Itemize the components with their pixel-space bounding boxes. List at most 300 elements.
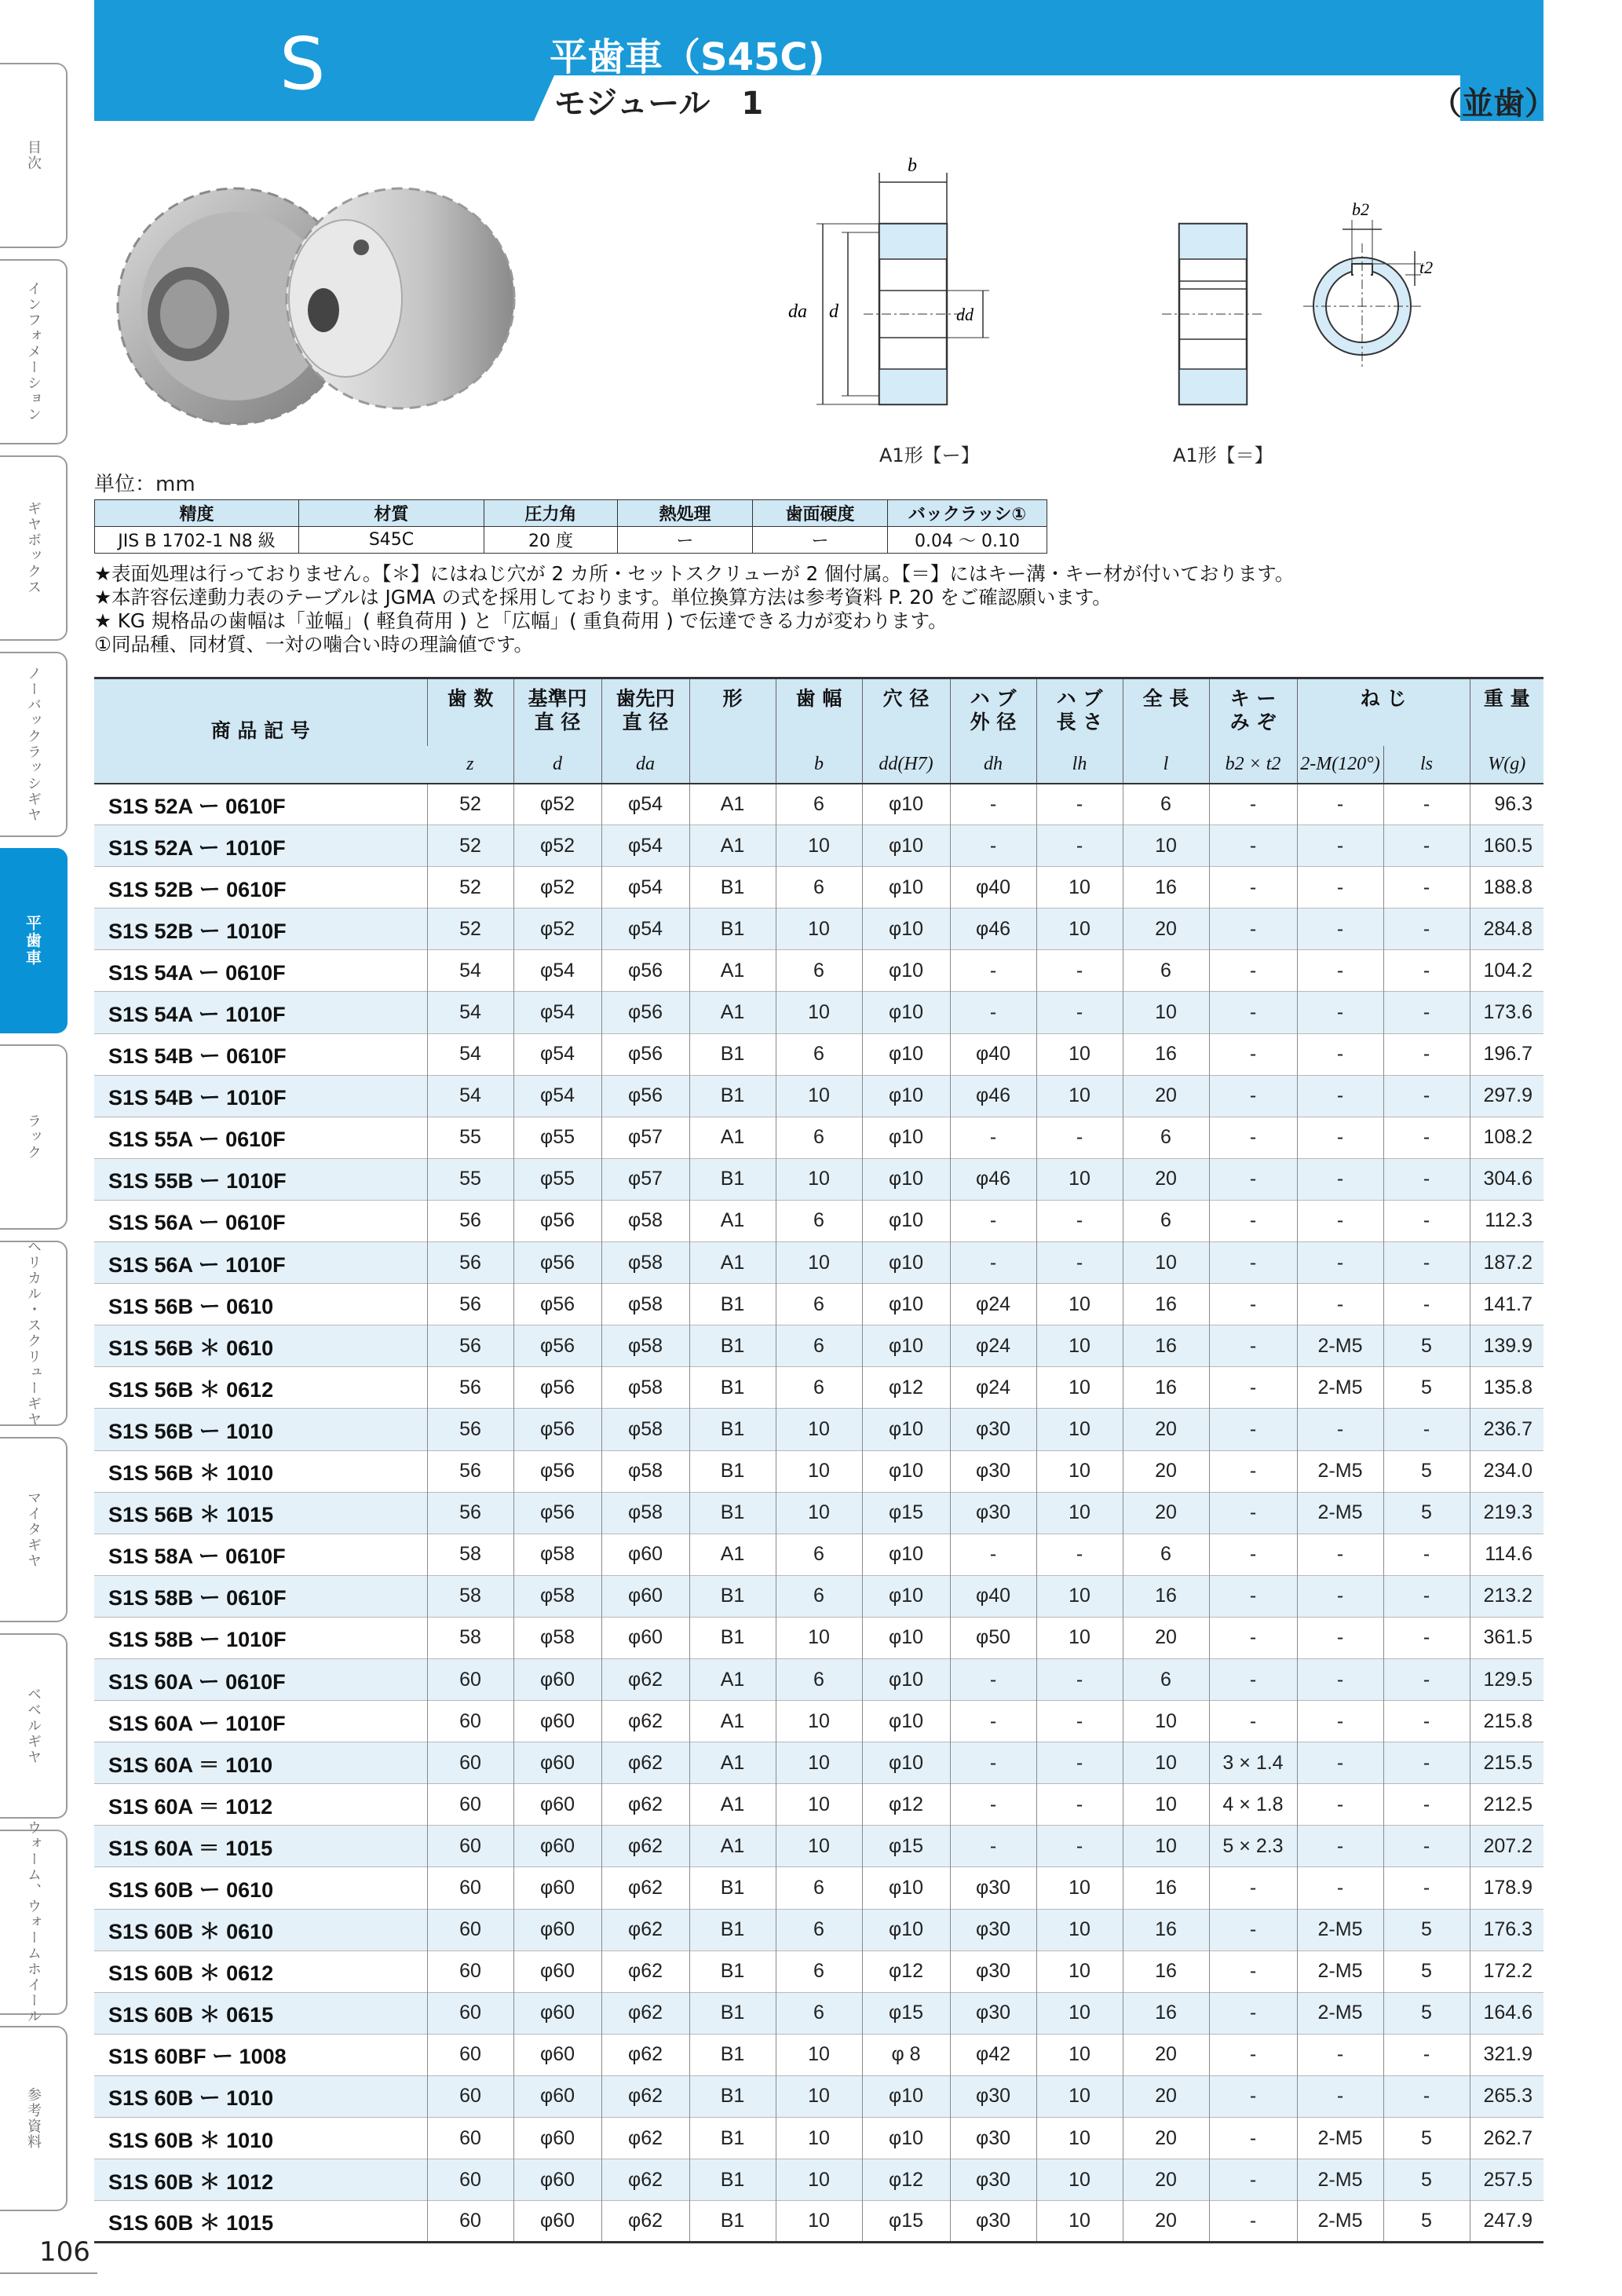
table-cell: φ56 [513,1284,601,1325]
table-cell: 10 [1123,1784,1209,1826]
sidenav-tab[interactable] [0,259,68,444]
sidenav-tab-label: ヘリカル・スクリューギヤ [25,1239,42,1428]
table-cell: φ10 [862,825,950,867]
product-table-body [94,784,1543,2243]
table-cell: 6 [776,1117,862,1158]
symbol-cell: ls [1383,746,1470,784]
table-cell: 10 [776,2034,862,2075]
table-cell: - [1297,1033,1383,1075]
table-cell: φ60 [513,1742,601,1784]
table-cell: 213.2 [1470,1575,1543,1617]
sidenav-tab[interactable] [0,63,68,248]
table-cell: φ10 [862,1075,950,1117]
table-cell: 10 [1123,1242,1209,1284]
table-cell: - [1297,1534,1383,1575]
table-cell: A1 [689,825,776,867]
table-cell: - [1383,1575,1470,1617]
table-cell: 173.6 [1470,992,1543,1033]
table-cell: - [1383,784,1470,825]
table-cell: - [1209,1075,1297,1117]
table-cell: B1 [689,1075,776,1117]
header-face-width: 歯 幅 [776,678,862,746]
table-cell: φ60 [513,1701,601,1742]
sidenav-tab-label: ラック [25,1113,42,1161]
table-cell: 5 [1383,2118,1470,2159]
table-cell: 16 [1123,1992,1209,2034]
table-cell: 10 [1036,1909,1123,1951]
dim-b-label: b [908,155,917,176]
table-cell: φ10 [862,950,950,992]
table-cell: 10 [1036,1367,1123,1409]
table-cell: φ56 [513,1409,601,1450]
table-cell: 60 [427,1867,513,1909]
table-cell: φ30 [950,1992,1036,2034]
table-cell: - [1383,1409,1470,1450]
table-cell: B1 [689,2075,776,2117]
table-cell: A1 [689,784,776,825]
table-cell: 297.9 [1470,1075,1543,1117]
table-cell: φ10 [862,2118,950,2159]
table-cell: φ10 [862,1909,950,1951]
header-bore: 穴 径 [862,678,950,746]
table-cell: 20 [1123,1617,1209,1658]
table-cell: - [1383,909,1470,950]
sidenav-tab[interactable] [0,1044,68,1230]
table-cell: B1 [689,1284,776,1325]
table-cell: - [1209,1033,1297,1075]
table-row [94,1158,1543,1200]
table-cell: φ60 [601,1534,689,1575]
product-table [94,677,1543,2243]
table-cell: 2-M5 [1297,2118,1383,2159]
table-cell: 10 [776,1784,862,1826]
table-cell: - [1209,784,1297,825]
table-cell: 56 [427,1450,513,1492]
header-teeth: 歯 数 [427,678,513,746]
table-cell: φ58 [513,1575,601,1617]
product-code-cell: S1S 60B ＊ 1012 [94,2159,427,2201]
table-cell: 16 [1123,1284,1209,1325]
table-row [94,1117,1543,1158]
table-cell: 219.3 [1470,1492,1543,1534]
table-cell: φ56 [601,1075,689,1117]
table-cell: 265.3 [1470,2075,1543,2117]
symbol-cell: lh [1036,746,1123,784]
dim-dd-label: dd [956,305,974,324]
table-cell: φ62 [601,1909,689,1951]
footer-rule [0,2272,97,2274]
table-cell: - [950,1701,1036,1742]
table-cell: - [1383,825,1470,867]
table-cell: φ57 [601,1158,689,1200]
table-cell: - [1297,1575,1383,1617]
table-cell: 16 [1123,867,1209,909]
sidenav-tab-label: ギヤボックス [25,501,42,595]
table-cell: - [1297,1200,1383,1241]
sidenav-tab-label: インフォメーション [25,281,42,422]
table-cell: φ10 [862,784,950,825]
table-cell: φ10 [862,1409,950,1450]
table-cell: 10 [1036,2159,1123,2201]
table-cell: A1 [689,950,776,992]
table-cell: 6 [1123,1534,1209,1575]
table-cell: 56 [427,1367,513,1409]
product-code-cell: S1S 60B ー 0610 [94,1867,427,1909]
table-row [94,1325,1543,1367]
table-cell: B1 [689,1367,776,1409]
table-cell: 10 [1036,1617,1123,1658]
table-cell: φ10 [862,1534,950,1575]
table-cell: 187.2 [1470,1242,1543,1284]
table-cell: - [1383,1867,1470,1909]
table-cell: φ56 [513,1242,601,1284]
symbol-cell: W(g) [1470,746,1543,784]
table-cell: 5 [1383,1951,1470,1992]
gear-cross-section-diagram [754,149,1083,463]
product-code-cell: S1S 55A ー 0610F [94,1117,427,1158]
table-cell: 6 [776,1867,862,1909]
table-cell: 6 [776,1992,862,2034]
table-cell: - [1297,1284,1383,1325]
table-cell: - [1383,1534,1470,1575]
table-cell: 20 [1123,1075,1209,1117]
table-cell: - [1036,784,1123,825]
table-cell: 60 [427,1742,513,1784]
product-code-cell: S1S 52A ー 1010F [94,825,427,867]
table-cell: φ46 [950,909,1036,950]
table-cell: 10 [1036,2118,1123,2159]
table-cell: φ58 [601,1242,689,1284]
table-cell: - [950,992,1036,1033]
table-row [94,2034,1543,2075]
table-cell: 10 [1036,2075,1123,2117]
table-row [94,2159,1543,2201]
table-cell: φ60 [513,2034,601,2075]
table-cell: - [1297,825,1383,867]
table-cell: 54 [427,1033,513,1075]
table-row [94,1200,1543,1241]
spec-value: S45C [299,527,484,554]
keyway-detail-diagram [1288,188,1452,377]
table-cell: φ24 [950,1367,1036,1409]
table-row [94,1992,1543,2034]
table-cell: 5 [1383,1492,1470,1534]
product-code-cell: S1S 60B ー 1010 [94,2075,427,2117]
table-cell: - [1209,2075,1297,2117]
table-cell: - [1209,1867,1297,1909]
symbol-cell: dh [950,746,1036,784]
sidenav-tab[interactable] [0,1437,68,1622]
table-cell: 6 [1123,950,1209,992]
spec-value: 0.04 ～ 0.10 [888,527,1047,554]
table-cell: B1 [689,1158,776,1200]
gear-right-image [287,188,514,408]
table-cell: φ62 [601,1784,689,1826]
table-cell: - [1383,1242,1470,1284]
sidenav-tab[interactable] [0,2026,68,2211]
table-cell: B1 [689,1492,776,1534]
table-cell: B1 [689,1409,776,1450]
table-cell: 3 × 1.4 [1209,1742,1297,1784]
table-cell: φ52 [513,909,601,950]
table-cell: A1 [689,992,776,1033]
table-cell: φ52 [513,867,601,909]
table-cell: 60 [427,2201,513,2243]
table-cell: - [1209,1534,1297,1575]
table-cell: 16 [1123,1867,1209,1909]
product-code-cell: S1S 60A ー 0610F [94,1658,427,1700]
table-cell: φ52 [513,825,601,867]
table-cell: - [1383,1826,1470,1867]
table-row [94,1033,1543,1075]
table-cell: A1 [689,1117,776,1158]
table-cell: 20 [1123,1158,1209,1200]
header-product-code: 商 品 記 号 [94,678,427,784]
table-cell: - [1209,1450,1297,1492]
table-cell: 6 [776,1367,862,1409]
table-cell: 10 [1036,2034,1123,2075]
symbol-cell: b2 × t2 [1209,746,1297,784]
table-cell: 5 [1383,1909,1470,1951]
table-cell: 10 [1036,1492,1123,1534]
table-cell: φ60 [513,1826,601,1867]
table-row [94,2075,1543,2117]
table-cell: 10 [1036,1575,1123,1617]
table-cell: 10 [1036,867,1123,909]
table-cell: 10 [776,1742,862,1784]
table-cell: 10 [1036,1325,1123,1367]
sidenav-tab[interactable] [0,1241,68,1426]
table-cell: 141.7 [1470,1284,1543,1325]
table-cell: φ58 [601,1284,689,1325]
table-cell: 10 [776,992,862,1033]
table-cell: 20 [1123,2034,1209,2075]
table-cell: 20 [1123,2159,1209,2201]
table-cell: 10 [776,1242,862,1284]
table-cell: 6 [1123,1658,1209,1700]
table-row [94,1492,1543,1534]
table-cell: B1 [689,1450,776,1492]
table-row [94,1284,1543,1325]
table-cell: - [1036,950,1123,992]
table-cell: 10 [776,1826,862,1867]
table-cell: φ52 [513,784,601,825]
table-cell: A1 [689,1200,776,1241]
table-cell: 10 [1036,1992,1123,2034]
table-cell: φ62 [601,2034,689,2075]
table-cell: φ10 [862,1617,950,1658]
sidenav-tab[interactable] [0,848,68,1033]
table-row [94,867,1543,909]
table-cell: φ54 [513,992,601,1033]
table-row [94,1242,1543,1284]
table-cell: φ58 [601,1492,689,1534]
table-cell: 112.3 [1470,1200,1543,1241]
table-cell: - [1209,1909,1297,1951]
table-cell: φ40 [950,867,1036,909]
spec-header: 圧力角 [484,500,618,527]
table-cell: 10 [776,1409,862,1450]
table-cell: φ10 [862,1867,950,1909]
product-code-cell: S1S 55B ー 1010F [94,1158,427,1200]
table-cell: 10 [1036,1075,1123,1117]
table-cell: 20 [1123,1450,1209,1492]
header-screw: ね じ [1297,678,1470,746]
dim-b2-label: b2 [1352,199,1369,219]
table-cell: - [1297,1867,1383,1909]
table-cell: φ42 [950,2034,1036,2075]
table-cell: - [1209,1575,1297,1617]
product-code-cell: S1S 52B ー 1010F [94,909,427,950]
product-code-cell: S1S 56B ー 1010 [94,1409,427,1450]
table-cell: φ10 [862,1284,950,1325]
table-cell: 16 [1123,1367,1209,1409]
spec-row [95,527,1047,554]
table-cell: 56 [427,1492,513,1534]
table-cell: φ58 [601,1325,689,1367]
table-cell: 10 [776,2201,862,2243]
table-cell: - [1383,1701,1470,1742]
table-cell: 10 [776,1617,862,1658]
table-cell: φ60 [513,2075,601,2117]
table-cell: φ10 [862,1117,950,1158]
table-cell: 10 [1036,1409,1123,1450]
table-cell: 2-M5 [1297,1909,1383,1951]
table-cell: - [950,1784,1036,1826]
table-row [94,1367,1543,1409]
sidenav-tab[interactable] [0,1820,68,2024]
sidenav-tab[interactable] [0,652,68,837]
table-cell: - [950,1117,1036,1158]
sidenav-tab-label: マイタギヤ [25,1490,42,1569]
table-cell: φ40 [950,1575,1036,1617]
table-cell: 108.2 [1470,1117,1543,1158]
series-letter: S [279,22,326,106]
table-cell: φ30 [950,1951,1036,1992]
table-cell: 10 [1036,2201,1123,2243]
table-cell: φ54 [513,1033,601,1075]
table-cell: A1 [689,1658,776,1700]
table-cell: φ58 [601,1450,689,1492]
table-cell: 262.7 [1470,2118,1543,2159]
table-cell: 6 [776,1534,862,1575]
table-cell: 284.8 [1470,909,1543,950]
table-cell: 54 [427,950,513,992]
sidenav-tab[interactable] [0,455,68,641]
table-cell: - [1209,1200,1297,1241]
product-code-cell: S1S 54B ー 1010F [94,1075,427,1117]
table-cell: 160.5 [1470,825,1543,867]
table-cell: 6 [1123,784,1209,825]
table-cell: - [1297,1658,1383,1700]
table-cell: φ62 [601,2201,689,2243]
table-cell: 20 [1123,1492,1209,1534]
table-cell: - [1297,1075,1383,1117]
table-cell: 212.5 [1470,1784,1543,1826]
header-pitch-diameter: 基準円 直 径 [513,678,601,746]
module-subtitle: モジュール 1 [554,86,764,122]
symbol-cell: d [513,746,601,784]
table-cell: 5 [1383,1450,1470,1492]
table-cell: 6 [776,1575,862,1617]
table-cell: - [1209,909,1297,950]
table-cell: - [950,1242,1036,1284]
table-cell: 10 [776,909,862,950]
table-cell: A1 [689,1784,776,1826]
table-cell: φ10 [862,909,950,950]
table-cell: B1 [689,1867,776,1909]
table-cell: 54 [427,1075,513,1117]
table-cell: φ62 [601,1742,689,1784]
header-hub-diameter: ハ ブ 外 径 [950,678,1036,746]
spec-value: 20 度 [484,527,618,554]
table-cell: 104.2 [1470,950,1543,992]
table-cell: - [1383,992,1470,1033]
table-cell: 2-M5 [1297,2159,1383,2201]
product-code-cell: S1S 54A ー 0610F [94,950,427,992]
table-cell: 10 [1036,1951,1123,1992]
sidenav-tab[interactable] [0,1633,68,1819]
table-cell: φ60 [513,2118,601,2159]
table-cell: φ56 [601,992,689,1033]
note-line: ①同品種、同材質、一対の噛合い時の理論値です。 [94,633,534,656]
product-code-cell: S1S 60B ＊ 1015 [94,2201,427,2243]
table-cell: 234.0 [1470,1450,1543,1492]
table-cell: φ30 [950,2159,1036,2201]
sidenav-tab-label: ノーバックラッシギヤ [25,666,42,823]
table-cell: φ58 [601,1367,689,1409]
table-cell: - [1297,909,1383,950]
page-number: 106 [39,2236,90,2268]
table-cell: 56 [427,1325,513,1367]
product-photo [110,181,518,432]
table-cell: 247.9 [1470,2201,1543,2243]
table-cell: - [1209,2159,1297,2201]
sidenav-tab-label: ウォーム、ウォームホイール [25,1820,42,2024]
table-cell: 60 [427,2075,513,2117]
table-cell: φ10 [862,1325,950,1367]
table-cell: φ58 [601,1200,689,1241]
table-cell: - [1209,2118,1297,2159]
table-cell: φ56 [513,1325,601,1367]
table-cell: φ56 [601,950,689,992]
symbol-cell: z [427,746,513,784]
table-cell: 20 [1123,909,1209,950]
table-cell: - [950,1658,1036,1700]
table-cell: φ40 [950,1033,1036,1075]
table-cell: B1 [689,1325,776,1367]
table-cell: 10 [776,2159,862,2201]
table-cell: 6 [776,1951,862,1992]
table-cell: φ12 [862,2159,950,2201]
header-weight: 重 量 [1470,678,1543,746]
table-cell: 20 [1123,2201,1209,2243]
table-cell: A1 [689,1534,776,1575]
figure-caption-a1-double-bar: A1形【＝】 [1173,444,1273,466]
table-cell: 56 [427,1409,513,1450]
table-cell: φ60 [601,1617,689,1658]
table-cell: 60 [427,1909,513,1951]
table-cell: - [1383,950,1470,992]
table-row [94,1909,1543,1951]
table-cell: - [1297,1617,1383,1658]
table-cell: φ10 [862,1575,950,1617]
table-cell: φ10 [862,1158,950,1200]
table-cell: φ30 [950,2201,1036,2243]
table-cell: φ10 [862,1242,950,1284]
table-cell: φ46 [950,1075,1036,1117]
table-cell: φ46 [950,1158,1036,1200]
